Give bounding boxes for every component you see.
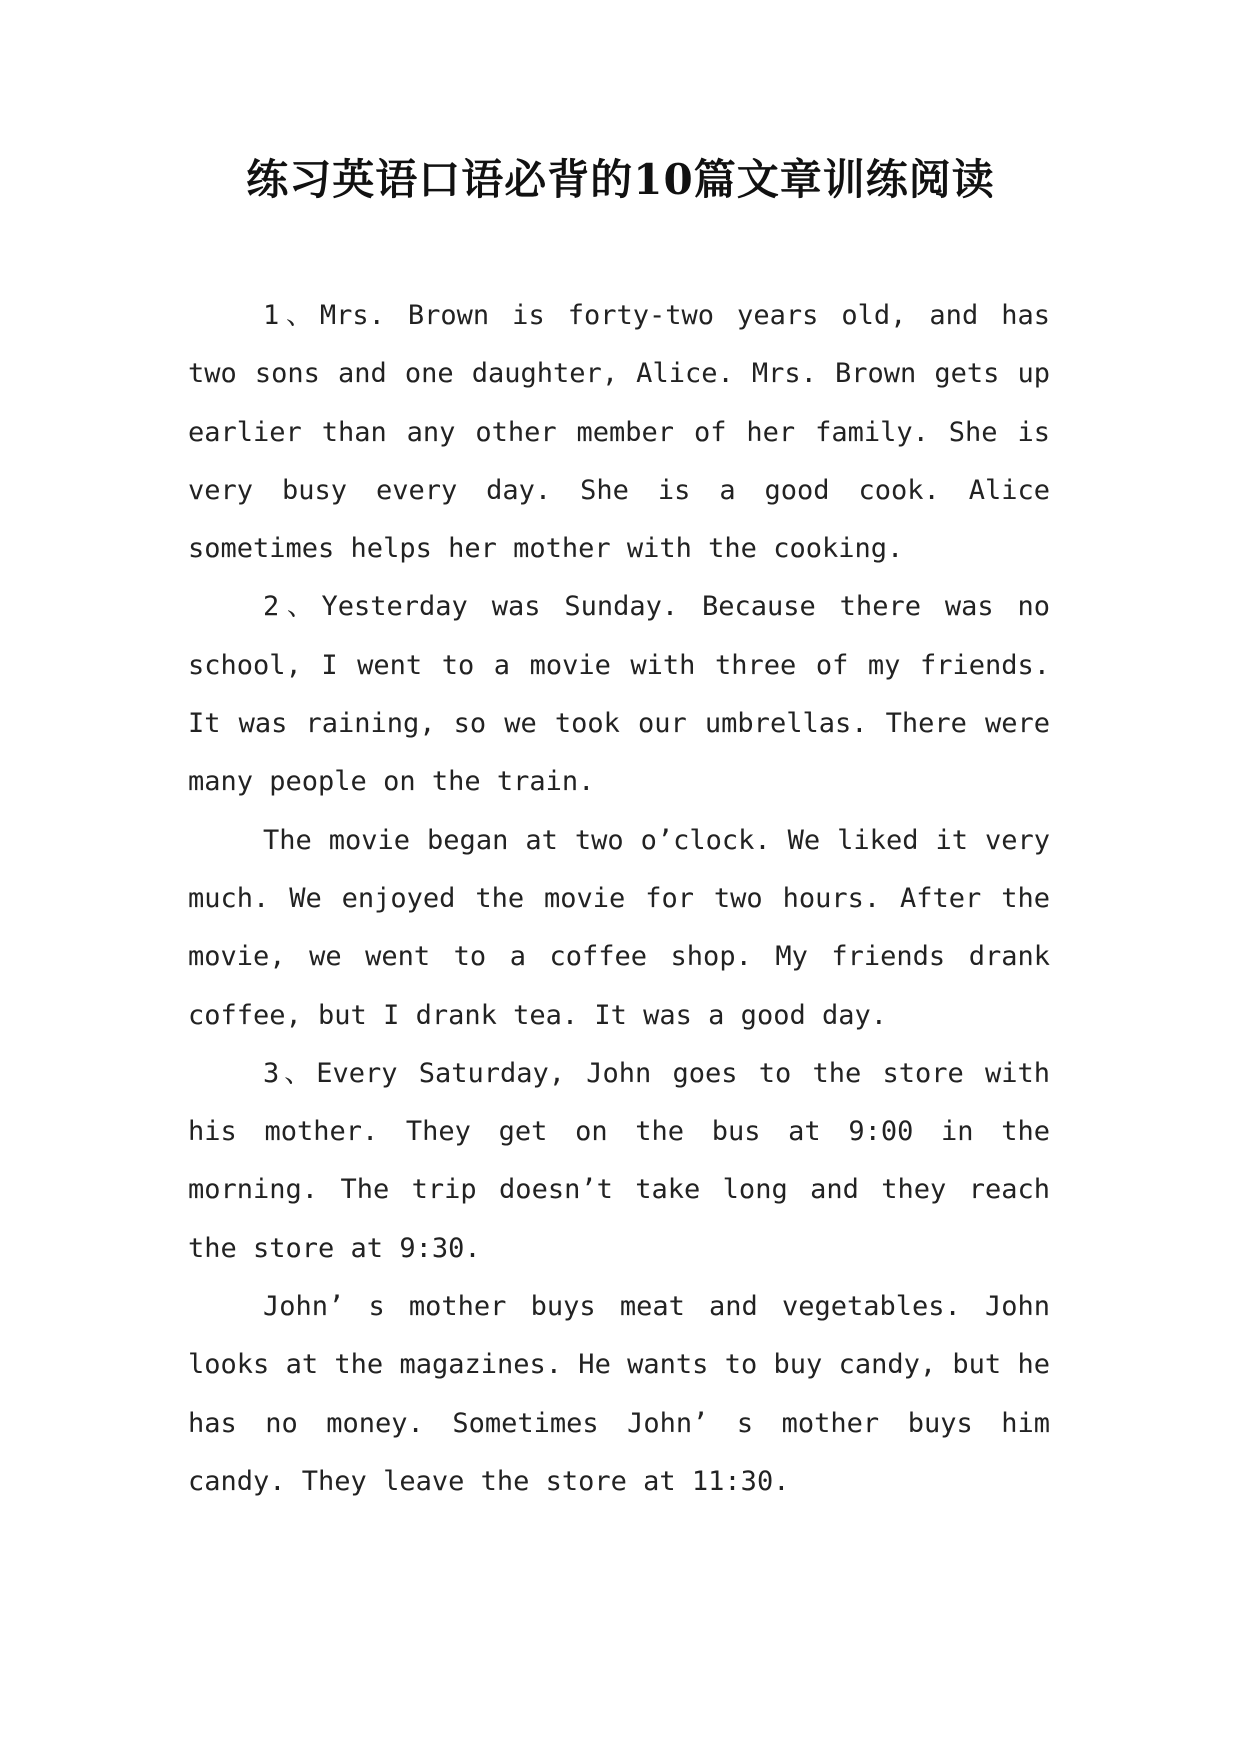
paragraph-2: 2、Yesterday was Sunday. Because there was no school, I went to a movie with three of my friends. It was raining, so we took our umbrellas. There were many people on the train. (188, 591, 1050, 798)
paragraph-4: 3、Every Saturday, John goes to the store with his mother. They get on the bus at 9:00 in the morning. The trip doesn’t take long and they reach the store at 9:30. (188, 1057, 1050, 1264)
paragraph-5: John’ s mother buys meat and vegetables. John looks at the magazines. He wants to buy candy, but he has no money. Sometimes John’ s mother buys him candy. They leave the store at 11:30. (188, 1291, 1050, 1497)
paragraph-1: 1、Mrs. Brown is forty-two years old, and has two sons and one daughter, Alice. Mrs. Brown gets up earlier than any other member of her family. She is very busy every day. She is a good cook. Alice sometimes helps her mother with the cooking. (188, 300, 1050, 565)
paragraph-3: The movie began at two o’clock. We liked it very much. We enjoyed the movie for two hours. After the movie, we went to a coffee shop. My friends drank coffee, but I drank tea. It was a good day. (188, 824, 1050, 1031)
document-title: 练习英语口语必背的10篇文章训练阅读 (246, 155, 995, 204)
document-body (188, 287, 1050, 1511)
